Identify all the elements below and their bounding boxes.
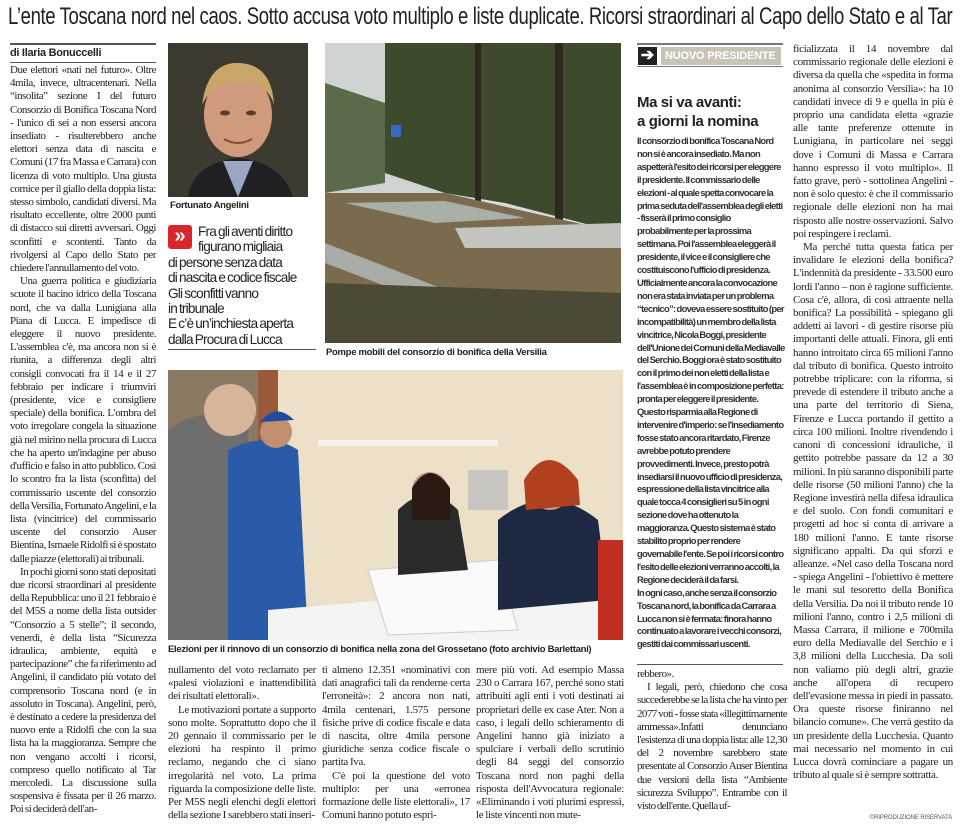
text-run: E c’è un’inchiesta aperta xyxy=(168,316,294,332)
canal-photo-caption xyxy=(326,347,547,359)
paragraph: ti almeno 12.351 «nominativi con dati anagrafici tali da renderne certa l'erroneità»: 2 ancora non nati, 4mila centenari, 1.575 persone fisiche prive di codice fiscale e data di nascita, oltre 4mila persone giuridiche senza codice fiscale o partita Iva. xyxy=(322,664,470,769)
paragraph: Il consorzio di bonifica Toscana Nord non si è ancora insediato. Ma non aspetterà l'esito dei ricorsi per eleggere il presidente. Il commissario delle elezioni - al quale spetta convocare la prima seduta dell'assemblea degli eletti - fisserà il primo consiglio probabilmente per la prossima settimana. Poi l'assemblea eleggerà il presidente, il vice e il consigliere che costituiscono l'ufficio di presidenza. xyxy=(637,135,783,276)
text-run: in tribunale xyxy=(168,301,224,317)
canal-pumps-photo xyxy=(325,43,621,343)
paragraph: Ma perché tutta questa fatica per invalidare le elezioni della bonifica? L'indennità da presidente - 33.500 euro lordi l'anno – non è ragione sufficiente. Cosa c'è, allora, di così attraente nella bonifica? La possibilità - spiegano gli addetti ai lavori - di gestire risorse più importanti delle attuali. Finora, gli enti hanno introitato circa 65 milioni l'anno dal tributo di bonifica. Questo introito potrebbe triplicare: con la riforma, si prevede di estendere il tributo anche a una parte del territorio di Siena, Firenze e Lucca portando il gettito a circa 100 milioni. Inoltre rivendendo i canoni di concessioni idrauliche, il gettito potrebbe passare da 12 a 30 milioni. In più saranno disponibili parte delle risorse (50 milioni l'anno) che la Regione investirà nella difesa idraulica e del suolo. Con fondi comunitari e progetti ad hoc si conta di arrivare a 180 milioni l'anno. E tante risorse significano appalti. Da qui sforzi e alleanze. «Nel caso della Toscana nord - spiega Angelini - l'obiettivo è mettere le mani sul tesoretto della Bonifica della Versilia. Da noi il tributo rende 10 milioni l'anno, contro i 2,5 milioni di Massa Carrara, il milione e 700mila euro della Mediavalle del Serchio e i 3,8 milioni della Lucchesia. Da soli non valiamo più degli altri, grazie anche all'opera di recupero dell'evasione messa in piedi in passato. Ora queste risorse finiranno nel bilancio comune». Che verrà gestito da un presidente della Lucchesia. Quanto mai necessario nel momento in cui Lucca dovrà cominciare a pagare un tributo al quale si è sempre sottratta. xyxy=(793,241,953,782)
quote-line xyxy=(168,332,316,347)
article-column-2 xyxy=(168,664,316,824)
portrait-caption: Fortunato Angelini xyxy=(170,200,249,211)
byline: di Ilaria Bonuccelli xyxy=(10,43,156,63)
article-column-4 xyxy=(476,664,624,824)
sidebar-body xyxy=(637,135,785,659)
article-column-1 xyxy=(10,64,156,824)
pull-quote xyxy=(168,224,316,350)
paragraph: ficializzata il 14 novembre dal commissario regionale delle elezioni è diversa da quella che «spedita in forma anonima al consorzio Versilia»: ha 10 candidati invece di 9 e quella in più è proprio una candidata eletta «grazie alle tante preferenze ottenute in Lunigiana, in particolare nei seggi dove i Comuni di Massa e Carrara hanno espresso il voto multiplo». Il fatto grave, però - sottolinea Angelini - non è solo questo: è che il commissario regionale delle elezioni non ha mai risposto alle nostre osservazioni. Salvo poi respingere i reclami. xyxy=(793,43,953,240)
kicker-label: NUOVO PRESIDENTE xyxy=(661,47,781,65)
quote-line xyxy=(168,270,316,285)
paragraph: In ogni caso, anche senza il consorzio Toscana nord, la bonifica da Carrara a Lucca non si è fermata: finora hanno continuato a lavorare i vecchi consorzi, gestiti dai commissari uscenti. xyxy=(637,586,781,650)
paragraph: Due elettori «nati nel futuro». Oltre 4mila, invece, ultracentenari. Nella “insolita” sezione I del futuro Consorzio di Bonifica Toscana Nord - l'unico di sei a non essersi ancora insediato - risulterebbero anche elettori senza data di nascita e Comuni (17 fra Massa e Carrara) con licenza di voto multiplo. Una giusta cornice per il giallo della doppia lista: stesso simbolo, candidati diversi. Ma risultato eccellente, oltre 2000 punti di distacco sui diretti avversari. Oggi sconfitti e scontenti. Tanto da rivolgersi al Capo dello Stato per chiedere l'annullamento del voto. xyxy=(10,64,156,275)
arrow-right-icon: ➔ xyxy=(638,47,657,65)
paragraph: mere più voti. Ad esempio Massa 230 o Carrara 167, perché sono stati attribuiti agli enti i voti destinati ai proprietari delle ex case Ater. Non a caso, i legali dello schieramento di Angelini hanno già iniziato a spulciare i verbali dello scrutinio degli 84 seggi del consorzio Toscana nord non paghi della risposta dell'Avvocatura regionale: «Eliminando i voti plurimi espressi, le liste vincenti non mute- xyxy=(476,664,624,822)
sidebar-title-line: Ma si va avanti: xyxy=(637,94,742,111)
paragraph: Le motivazioni portate a supporto sono molte. Soprattutto dopo che il 20 gennaio il commissario per le elezioni ha respinto il primo reclamo, negando che ci siano irregolarità nel voto. La prima riguarda la composizione delle liste. Per M5S negli elenchi degli elettori della sezione I sarebbero stati inseri- xyxy=(168,703,316,822)
quote-line xyxy=(168,301,316,316)
sidebar-title-line: a giorni la nomina xyxy=(637,113,759,130)
double-chevron-right-icon: » xyxy=(168,225,192,249)
paragraph: In pochi giorni sono stati depositati due ricorsi straordinari al presidente della Repubblica: uno il 21 febbraio è del M5S a nome della lista outsider “Consorzio a 5 stelle”; il secondo, venerdì, è della lista “Sicurezza idraulica, ambiente, equità e partecipazione” che fa riferimento ad Angelini, il candidato più votato del comprensorio Toscana nord (e in assoluto in Toscana). Angelini, però, è destinato a cedere la presidenza del nuovo ente a Ridolfi che con la sua lista ha la maggioranza. Sempre che non vengano accolti i ricorsi, compreso quello notificato al Tar mercoledì. La discussione sulla sospensiva è fissata per il 26 marzo. Poi si deciderà dell'an- xyxy=(10,565,156,816)
paragraph: rebbero». xyxy=(637,668,674,680)
text-run: Elezioni per il rinnovo di un consorzio di bonifica nella zona del Grossetano (foto archivio Barlettani) xyxy=(168,644,592,655)
paragraph: Questo risparmia alla Regione di intervenire d'imperio: se l'insediamento fosse stato ancora ritardato, Firenze avrebbe potuto prendere provvedimenti. Invece, presto potrà insediarsi il nuovo ufficio di presidenza, espressione della lista vincitrice alla quale tocca 4 consiglieri su 5 in ogni sezione dove ha ottenuto la maggioranza. Questo sistema è stato stabilito proprio per rendere governabile l'ente. Se poi i ricorsi contro l'esito delle elezioni verranno accolti, la Regione deciderà il da farsi. xyxy=(637,406,784,585)
article-column-6 xyxy=(793,43,953,813)
sidebar-box xyxy=(637,43,783,665)
text-run: figurano migliaia xyxy=(198,239,283,255)
portrait-photo xyxy=(168,43,308,197)
quote-line xyxy=(168,286,316,301)
sidebar-kicker xyxy=(637,43,783,67)
copyright-notice: ©RIPRODUZIONE RISERVATA xyxy=(869,815,952,821)
paragraph: Una guerra politica e giudiziaria scuote il bacino idrico della Toscana nord, che va dalla Lunigiana alla Piana di Lucca. E impedisce di eleggere il nuovo presidente. L'assemblea c'è, ma ancora non si è riunita, a differenza degli altri consigli convocati fra il 14 e il 27 febbraio per indicare i triumviri (presidente, vice e consigliere speciale) della bonifica. L'ombra del voto irregolare congela la situazione già nel mirino nella procura di Lucca che ha aperto un'indagine per abuso d'ufficio e falso in atto pubblico. Così lo scontro fra la lista (sconfitta) del commissario uscente del consorzio della Versilia, Fortunato Angelini, e la lista (vincitrice) del commissario uscente del consorzio Auser Bientina, Ismaele Ridolfi si è spostato dalle piazze (elettorali) ai tribunali. xyxy=(10,275,156,565)
quote-line xyxy=(168,255,316,270)
election-photo xyxy=(168,370,623,640)
text-run: di persone senza data xyxy=(168,254,282,270)
text-run: Pompe mobili del consorzio di bonifica della Versilia xyxy=(326,347,547,358)
paragraph: Ufficialmente ancora la convocazione non era stata inviata per un problema “tecnico”: doveva essere sostituito (per incompatibilità) un membro della lista vincitrice, Nicola Boggi, presidente dell'Unione dei Comuni della Mediavalle del Serchio. Boggi ora è stato sostituito con il primo dei non eletti della lista e l'assemblea è in composizione perfetta: pronta per eleggere il presidente. xyxy=(637,276,785,405)
article-column-5 xyxy=(637,668,787,813)
text-run: di nascita e codice fiscale xyxy=(168,270,297,286)
paragraph: I legali, però, chiedono che cosa succederebbe se la lista che ha vinto per 2077 voti - fosse stata «illegittimamente ammessa».Infatti denunciano l'esistenza di una doppia lista: alle 12,30 del 2 novembre sarebbero state presentate al Consorzio Auser Bientina due versioni della lista “Ambiente sicurezza Sviluppo”. Entrambe con il visto dell'ente. Quella uf- xyxy=(637,681,787,813)
text-run: Fra gli aventi diritto xyxy=(198,224,293,239)
quote-line xyxy=(168,316,316,331)
headline: L’ente Toscana nord nel caos. Sotto accusa voto multiplo e liste duplicate. Ricorsi straordinari al Capo dello Stato e al Tar xyxy=(8,3,953,30)
paragraph: nullamento del voto reclamato per «palesi violazioni e inattendibilità dei risultati elettorali». xyxy=(168,664,316,703)
article-column-3 xyxy=(322,664,470,824)
text-run: Gli sconfitti vanno xyxy=(168,285,259,301)
paragraph: C'è poi la questione del voto multiplo: per una «erronea formazione delle liste elettorali», 17 Comuni hanno potuto espri- xyxy=(322,769,470,822)
sidebar-title xyxy=(637,93,783,131)
text-run: dalla Procura di Lucca xyxy=(168,331,282,347)
election-photo-caption xyxy=(168,644,591,656)
